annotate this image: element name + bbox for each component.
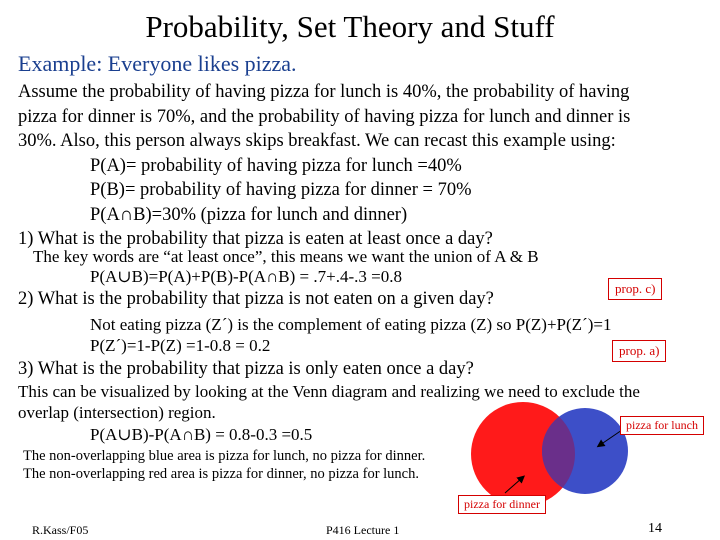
- intro-line: 30%. Also, this person always skips breakfast. We can recast this example using:: [18, 131, 616, 151]
- q2-line1: Not eating pizza (Z´) is the complement of eating pizza (Z) so P(Z)+P(Z´)=1: [90, 315, 612, 334]
- prop-a-badge: prop. a): [612, 340, 666, 362]
- q2-line2: P(Z´)=1-P(Z) =1-0.8 = 0.2: [90, 336, 271, 355]
- slide-title: Probability, Set Theory and Stuff: [145, 9, 555, 44]
- venn-label-lunch: pizza for lunch: [620, 416, 704, 435]
- q3-line: This can be visualized by looking at the Venn diagram and realizing we need to exclude the: [18, 382, 640, 401]
- intro-line: Assume the probability of having pizza for lunch is 40%, the probability of having: [18, 82, 630, 102]
- footer-lecture: P416 Lecture 1: [326, 523, 400, 537]
- q1-formula: P(A∪B)=P(A)+P(B)-P(A∩B) = .7+.4-.3 =0.8: [90, 267, 402, 286]
- intro-line: pizza for dinner is 70%, and the probability of having pizza for lunch and dinner is: [18, 106, 631, 127]
- footer-author: R.Kass/F05: [32, 523, 89, 537]
- q3-line: overlap (intersection) region.: [18, 403, 216, 422]
- definition-pa: P(A)= probability of having pizza for lunch =40%: [90, 155, 462, 176]
- prop-c-badge: prop. c): [608, 278, 662, 300]
- example-subtitle: Example: Everyone likes pizza.: [18, 51, 297, 76]
- definition-pb: P(B)= probability of having pizza for dinner = 70%: [90, 180, 472, 200]
- definition-pab: P(A∩B)=30% (pizza for lunch and dinner): [90, 204, 408, 225]
- question-2: 2) What is the probability that pizza is not eaten on a given day?: [18, 289, 494, 309]
- question-3: 3) What is the probability that pizza is only eaten once a day?: [18, 359, 474, 379]
- page-number: 14: [648, 521, 662, 536]
- question-1: 1) What is the probability that pizza is eaten at least once a day?: [18, 229, 493, 249]
- q3-formula: P(A∪B)-P(A∩B) = 0.8-0.3 =0.5: [90, 425, 313, 444]
- venn-label-dinner: pizza for dinner: [458, 495, 546, 514]
- venn-note-red: The non-overlapping red area is pizza for dinner, no pizza for lunch.: [23, 465, 419, 482]
- q1-note: The key words are “at least once”, this means we want the union of A & B: [33, 247, 539, 266]
- venn-note-blue: The non-overlapping blue area is pizza for lunch, no pizza for dinner.: [23, 448, 426, 464]
